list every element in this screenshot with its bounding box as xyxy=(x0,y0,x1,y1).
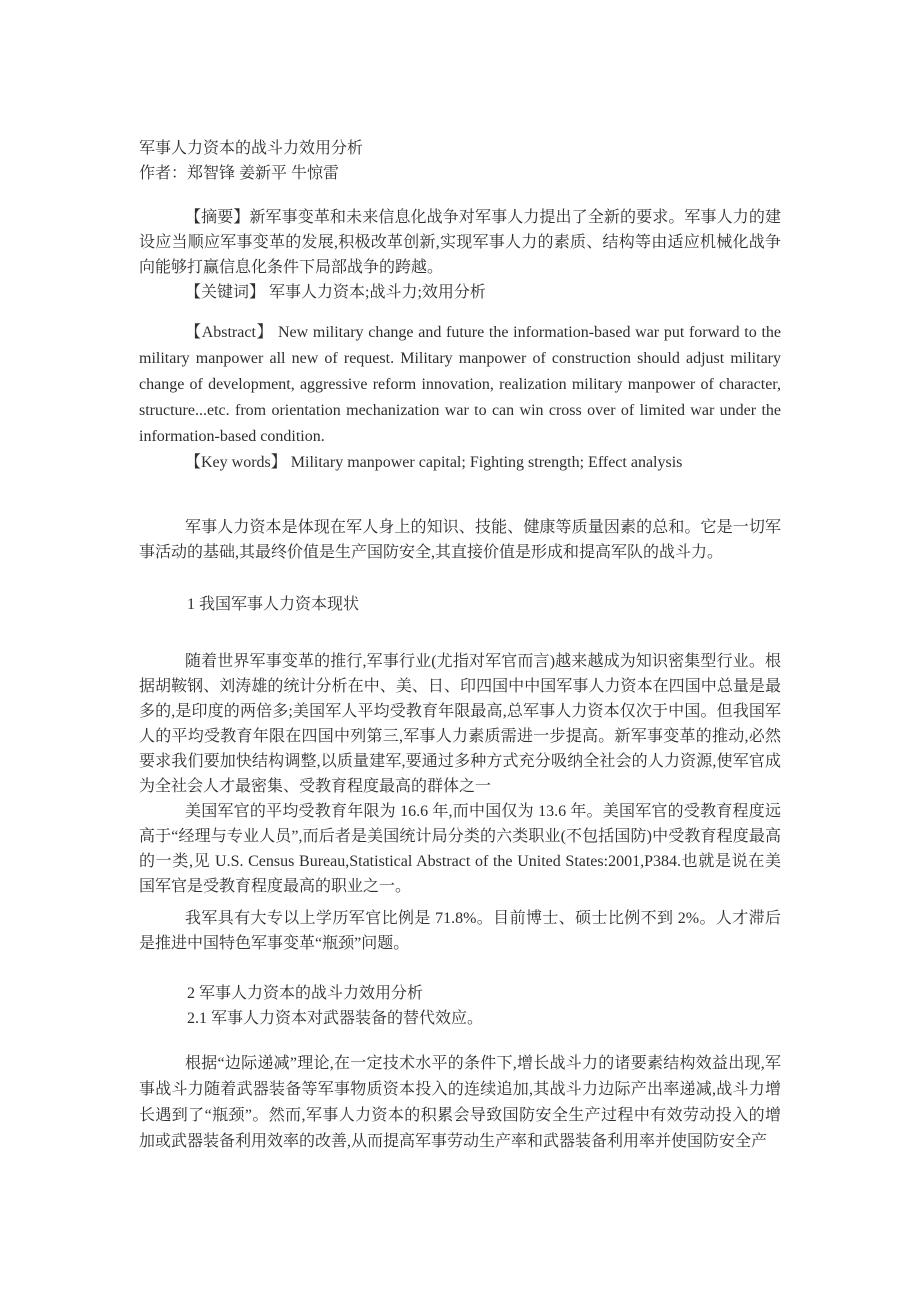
section-heading-1: 1 我国军事人力资本现状 xyxy=(187,596,360,613)
page-title: 军事人力资本的战斗力效用分析 xyxy=(139,140,364,157)
keywords-english: 【Key words】 Military manpower capital; Fighting strength; Effect analysis xyxy=(185,454,683,471)
paragraph-intro: 军事人力资本是体现在军人身上的知识、技能、健康等质量因素的总和。它是一切军事活动的基础,其最终价值是生产国防安全,其直接价值是形成和提高军队的战斗力。 xyxy=(139,519,781,561)
paragraph-1a: 随着世界军事变革的推行,军事行业(尤指对军官而言)越来越成为知识密集型行业。根据胡鞍钢、刘涛雄的统计分析在中、美、日、印四国中中国军事人力资本在四国中总量是最多的,是印度的两倍多;美国军人平均受教育年限最高,总军事人力资本仅次于中国。但我国军人的平均受教育年限在四国中列第三,军事人力素质需进一步提高。新军事变革的推动,必然要求我们要加快结构调整,以质量建军,要通过多种方式充分吸纳全社会的人力资源,使军官成为全社会人才最密集、受教育程度最高的群体之一 xyxy=(139,653,781,795)
abstract-english: 【Abstract】 New military change and future the information-based war put forward to the military manpower all new of request. Military manpower of construction should adjust military change of development, aggressive reform innovation, realization military manpower of character, structure...etc. from orientation mechanization war to can win cross over of limited war under the information-based condition. xyxy=(139,324,781,445)
keywords-chinese: 【关键词】 军事人力资本;战斗力;效用分析 xyxy=(185,284,486,301)
paragraph-1c: 我军具有大专以上学历军官比例是 71.8%。目前博士、硕士比例不到 2%。人才滞后是推进中国特色军事变革“瓶颈”问题。 xyxy=(139,910,781,952)
abstract-chinese: 【摘要】新军事变革和未来信息化战争对军事人力提出了全新的要求。军事人力的建设应当顺应军事变革的发展,积极改革创新,实现军事人力的素质、结构等由适应机械化战争向能够打赢信息化条件下局部战争的跨越。 xyxy=(139,209,781,276)
section-heading-2-1: 2.1 军事人力资本对武器装备的替代效应。 xyxy=(187,1010,484,1027)
authors-line: 作者：郑智锋 姜新平 牛惊雷 xyxy=(139,165,340,182)
document-content xyxy=(139,136,781,1155)
section-heading-2: 2 军事人力资本的战斗力效用分析 xyxy=(187,985,424,1002)
paragraph-2a: 根据“边际递减”理论,在一定技术水平的条件下,增长战斗力的诸要素结构效益出现,军事战斗力随着武器装备等军事物质资本投入的连续追加,其战斗力边际产出率递减,战斗力增长遇到了“瓶颈”。然而,军事人力资本的积累会导致国防安全生产过程中有效劳动投入的增加或武器装备利用效率的改善,从而提高军事劳动生产率和武器装备利用率并使国防安全产 xyxy=(139,1055,781,1150)
paragraph-1b: 美国军官的平均受教育年限为 16.6 年,而中国仅为 13.6 年。美国军官的受教育程度远高于“经理与专业人员”,而后者是美国统计局分类的六类职业(不包括国防)中受教育程度最高的一类,见 U.S. Census Bureau,Statistical Abstract of the United States:2001,P384.也就是说在美国军官是受教育程度最高的职业之一。 xyxy=(139,803,781,895)
